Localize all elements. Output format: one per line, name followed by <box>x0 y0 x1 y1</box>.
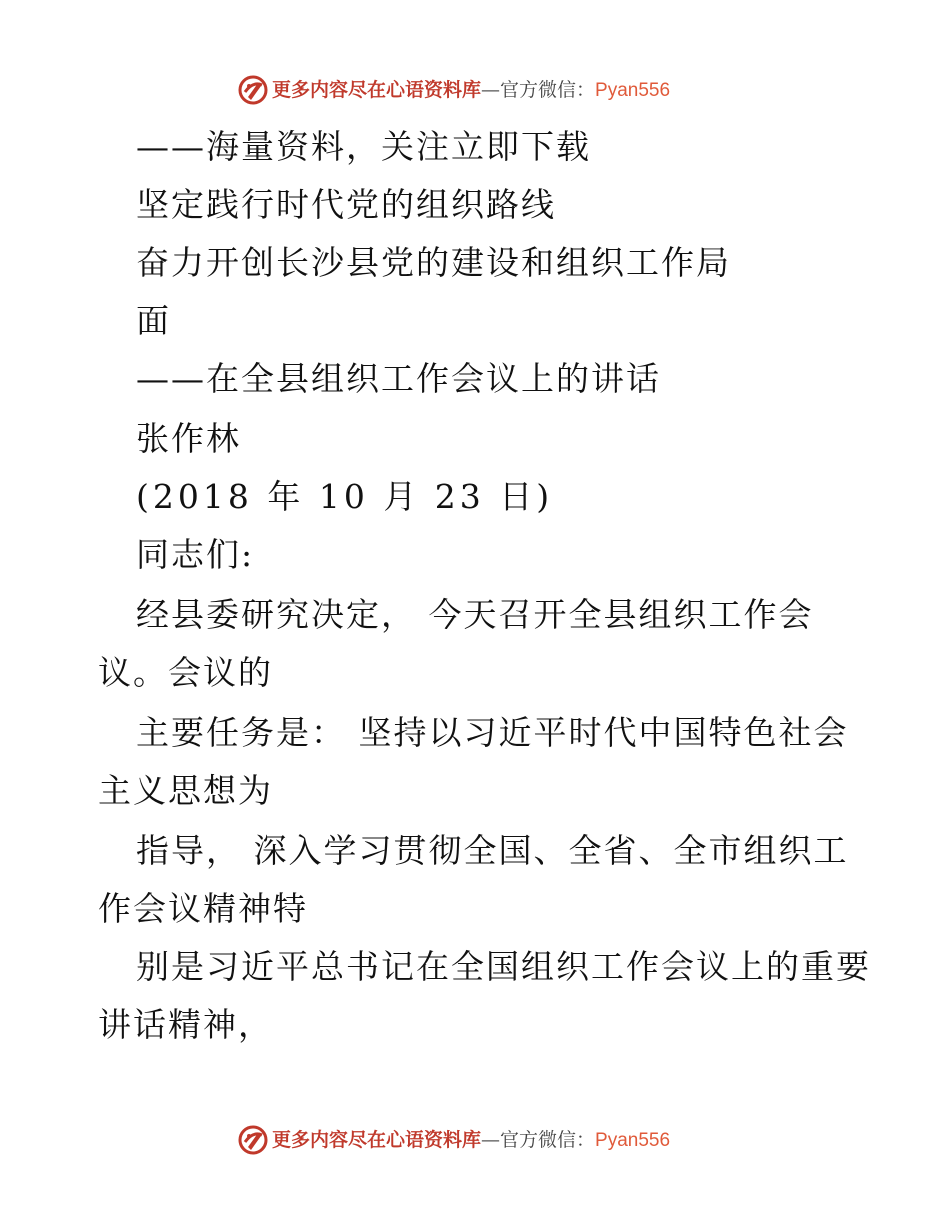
library-logo-icon <box>236 73 270 107</box>
footer-banner <box>0 1120 950 1160</box>
banner-text <box>272 77 670 104</box>
download-note: ——海量资料，关注立即下载 <box>136 127 591 166</box>
banner-dash: — <box>481 79 501 101</box>
banner-wechat-label: 官方微信： <box>500 79 596 101</box>
banner-text <box>272 1127 670 1154</box>
document-title: 坚定践行时代党的组织路线 <box>136 185 556 224</box>
banner-main-text: 更多内容尽在心语资料库 <box>272 1129 482 1151</box>
banner-wechat-label: 官方微信： <box>500 1129 596 1151</box>
document-title-line-3: 面 <box>136 301 171 340</box>
paragraph-line: 别是习近平总书记在全国组织工作会议上的重要 <box>136 947 871 986</box>
document-subtitle: ——在全县组织工作会议上的讲话 <box>136 359 661 398</box>
header-banner <box>0 70 950 110</box>
document-title-line-2: 奋力开创长沙县党的建设和组织工作局 <box>136 243 731 282</box>
salutation: 同志们: <box>136 535 255 574</box>
paragraph-line: 指导， 深入学习贯彻全国、全省、全市组织工 <box>136 831 849 870</box>
paragraph-line: 经县委研究决定， 今天召开全县组织工作会 <box>136 595 814 634</box>
speech-date: (2018 年 10 月 23 日) <box>136 477 554 516</box>
paragraph-line: 议。会议的 <box>98 653 273 692</box>
banner-wechat-id: Pyan556 <box>595 80 671 101</box>
paragraph-line: 主义思想为 <box>98 771 273 810</box>
author-name: 张作林 <box>136 419 241 458</box>
banner-wechat-id: Pyan556 <box>595 1130 671 1151</box>
paragraph-line: 作会议精神特 <box>98 889 308 928</box>
library-logo-icon <box>236 1123 270 1157</box>
paragraph-line: 主要任务是： 坚持以习近平时代中国特色社会 <box>136 713 849 752</box>
banner-dash: — <box>481 1129 501 1151</box>
paragraph-line: 讲话精神， <box>98 1005 273 1044</box>
banner-main-text: 更多内容尽在心语资料库 <box>272 79 482 101</box>
